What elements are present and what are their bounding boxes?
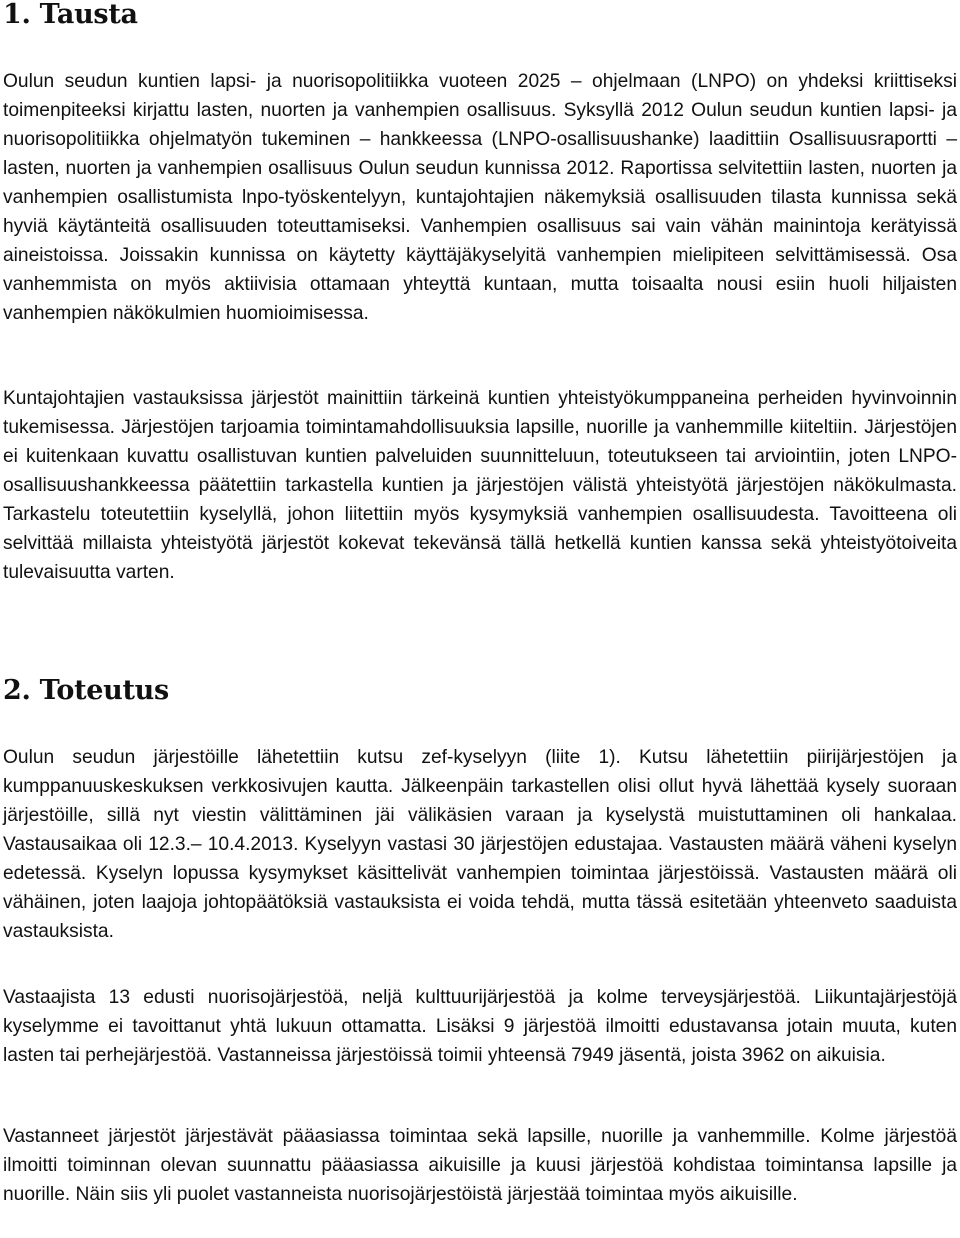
paragraph: Vastaajista 13 edusti nuorisojärjestöä, neljä kulttuurijärjestöä ja kolme terveysjärjestöä. Liikuntajärjestöjä kyselymme ei tavoittanut yhtä lukuun ottamatta. Lisäksi 9 järjestöä ilmoitti edustavansa jotain muuta, kuten lasten tai perhejärjestöä. Vastanneissa järjestöissä toimii yhteensä 7949 jäsentä, joista 3962 on aikuisia.	[3, 987, 957, 1066]
paragraph: Oulun seudun kuntien lapsi- ja nuorisopolitiikka vuoteen 2025 – ohjelmaan (LNPO) on yhdeksi kriittiseksi toimenpiteeksi kirjattu lasten, nuorten ja vanhempien osallisuus. Syksyllä 2012 Oulun seudun kuntien lapsi- ja nuorisopolitiikka ohjelmatyön tukeminen – hankkeessa (LNPO-osallisuushanke) laadittiin Osallisuusraportti – lasten, nuorten ja vanhempien osallisuus Oulun seudun kunnissa 2012. Raportissa selvitettiin lasten, nuorten ja vanhempien osallistumista lnpo-työskentelyyn, kuntajohtajien näkemyksiä osallisuuden tilasta kunnissa sekä hyviä käytänteitä osallisuuden toteuttamiseksi. Vanhempien osallisuus sai vain vähän mainintoja kerätyissä aineistoissa. Joissakin kunnissa on käytetty käyttäjäkyselyitä vanhempien mielipiteen selvittämisessä. Osa vanhemmista on myös aktiivisia ottamaan yhteyttä kuntaan, mutta toisaalta nousi esiin huoli hiljaisten vanhempien näkökulmien huomioimisessa.	[3, 71, 957, 324]
paragraph: Oulun seudun järjestöille lähetettiin kutsu zef-kyselyyn (liite 1). Kutsu lähetettiin piirijärjestöjen ja kumppanuuskeskuksen verkkosivujen kautta. Jälkeenpäin tarkastellen olisi ollut hyvä lähettää kysely suoraan järjestöille, sillä nyt viestin välittäminen jäi välikäsien varaan ja kyselystä muistuttaminen oli hankalaa. Vastausaikaa oli 12.3.– 10.4.2013. Kyselyyn vastasi 30 järjestöjen edustajaa. Vastausten määrä väheni kyselyn edetessä. Kyselyn lopussa kysymykset käsittelivät vanhempien toimintaa järjestöissä. Vastausten määrä oli vähäinen, joten laajoja johtopäätöksiä vastauksista ei voida tehdä, mutta tässä esitetään yhteenveto saaduista vastauksista.	[3, 747, 957, 942]
section-heading-tausta: 1. Tausta	[3, 0, 138, 30]
section-heading-toteutus: 2. Toteutus	[3, 675, 169, 706]
paragraph: Kuntajohtajien vastauksissa järjestöt mainittiin tärkeinä kuntien yhteistyökumppaneina perheiden hyvinvoinnin tukemisessa. Järjestöjen tarjoamia toimintamahdollisuuksia lapsille, nuorille ja vanhemmille kiiteltiin. Järjestöjen ei kuitenkaan kuvattu osallistuvan kuntien palveluiden suunnitteluun, toteutukseen tai arviointiin, joten LNPO-osallisuushankkeessa päätettiin tarkastella kuntien ja järjestöjen välistä yhteistyötä järjestöjen näkökulmasta. Tarkastelu toteutettiin kyselyllä, johon liitettiin myös kysymyksiä vanhempien osallisuudesta. Tavoitteena oli selvittää millaista yhteistyötä järjestöt kokevat tekevänsä tällä hetkellä kuntien kanssa sekä yhteistyötoiveita tulevaisuutta varten.	[3, 388, 957, 583]
paragraph: Vastanneet järjestöt järjestävät pääasiassa toimintaa sekä lapsille, nuorille ja vanhemmille. Kolme järjestöä ilmoitti toiminnan olevan suunnattu pääasiassa aikuisille ja kuusi järjestöä kohdistaa toimintansa lapsille ja nuorille. Näin siis yli puolet vastanneista nuorisojärjestöistä järjestää toimintaa myös aikuisille.	[3, 1126, 957, 1205]
